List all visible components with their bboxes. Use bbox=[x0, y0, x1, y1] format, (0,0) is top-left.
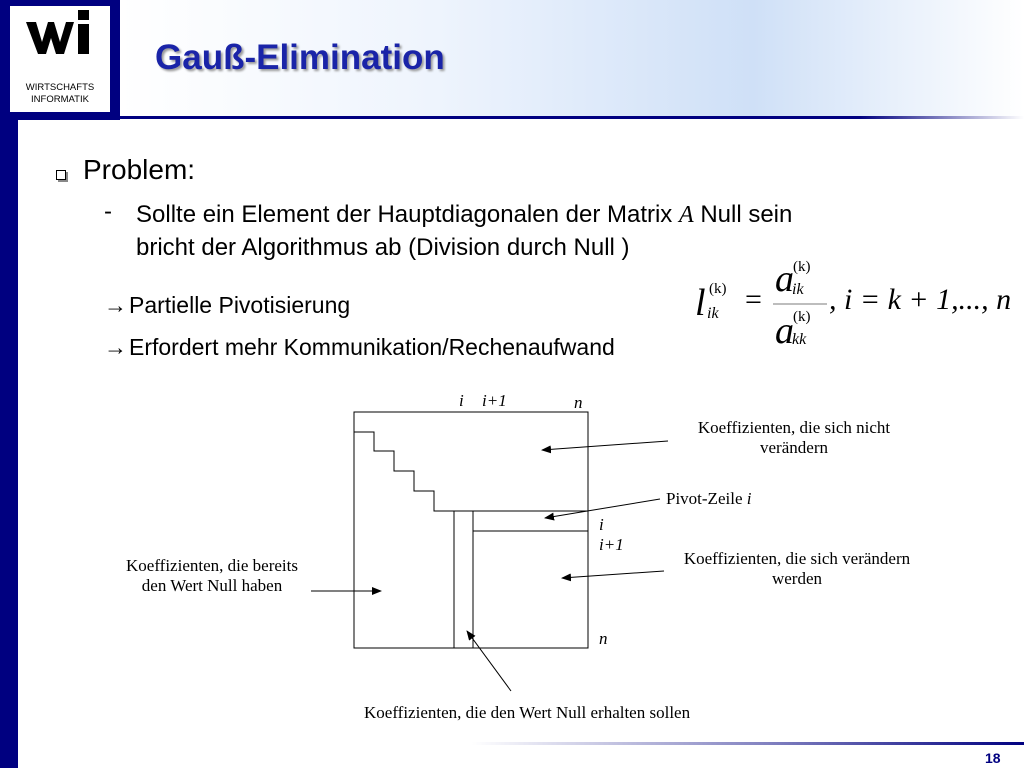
arrow-become-zero bbox=[467, 631, 511, 691]
formula-denominator-a: a bbox=[775, 310, 794, 352]
right-label-n: n bbox=[599, 629, 608, 648]
formula-numerator-superscript: (k) bbox=[793, 259, 811, 275]
formula-numerator-a: a bbox=[775, 258, 794, 300]
label-zero-line-1: Koeffizienten, die bereits bbox=[126, 556, 298, 575]
formula-l-subscript: ik bbox=[707, 305, 719, 322]
label-pivot-row bbox=[666, 489, 751, 509]
label-unchanged-coefficients bbox=[670, 418, 918, 458]
formula-l-superscript: (k) bbox=[709, 281, 727, 297]
label-changing-coefficients bbox=[656, 549, 938, 589]
logo-line-1: WIRTSCHAFTS bbox=[25, 82, 95, 93]
label-unchanged-line-1: Koeffizienten, die sich nicht bbox=[697, 418, 891, 437]
label-changing-line-1: Koeffizienten, die sich verändern bbox=[683, 549, 911, 568]
slide-title: Gauß-Elimination bbox=[155, 38, 445, 77]
formula-equals: = bbox=[745, 283, 762, 316]
formula-l: l bbox=[695, 282, 706, 324]
label-changing-line-2: werden bbox=[771, 569, 823, 588]
formula-index-range: , i = k + 1,..., n bbox=[829, 283, 1012, 316]
arrow-unchanged bbox=[542, 441, 668, 450]
dash-bullet: - bbox=[104, 198, 112, 225]
logo-line-2: INFORMATIK bbox=[31, 94, 89, 105]
footer-rule bbox=[20, 742, 1024, 745]
right-arrow-icon: → bbox=[104, 292, 127, 318]
page-number: 18 bbox=[985, 750, 1001, 766]
problem-heading: Problem: bbox=[83, 154, 196, 185]
problem-line-1-start: Sollte ein Element der Hauptdiagonalen der Matrix bbox=[136, 201, 679, 228]
right-arrow-icon: → bbox=[104, 334, 127, 360]
consequence-text: Partielle Pivotisierung bbox=[129, 292, 351, 318]
right-label-i-plus-1: i+1 bbox=[599, 535, 624, 554]
problem-line-1-end: Null sein bbox=[693, 201, 793, 228]
label-zero-coefficients bbox=[104, 556, 320, 596]
arrow-changing bbox=[562, 571, 664, 578]
zero-region-staircase bbox=[354, 432, 454, 511]
label-zero-line-2: den Wert Null haben bbox=[141, 576, 283, 595]
label-become-zero-coefficients: Koeffizienten, die den Wert Null erhalten sollen bbox=[364, 703, 691, 722]
label-unchanged-line-2: verändern bbox=[760, 438, 828, 457]
top-label-i: i bbox=[459, 391, 464, 410]
matrix-symbol: A bbox=[678, 202, 694, 228]
formula-numerator-subscript: ik bbox=[792, 281, 804, 298]
right-label-i: i bbox=[599, 515, 604, 534]
matrix-outline bbox=[354, 412, 588, 648]
formula-denominator-subscript: kk bbox=[792, 331, 807, 348]
label-pivot-row-index: i bbox=[746, 489, 752, 508]
formula-denominator-superscript: (k) bbox=[793, 309, 811, 325]
consequence-text: Erfordert mehr Kommunikation/Rechenaufwand bbox=[129, 334, 615, 360]
problem-line-2: bricht der Algorithmus ab (Division durch Null ) bbox=[136, 234, 630, 261]
label-pivot-row-text: Pivot-Zeile bbox=[666, 489, 747, 508]
top-label-i-plus-1: i+1 bbox=[482, 391, 507, 410]
top-label-n: n bbox=[574, 393, 583, 412]
